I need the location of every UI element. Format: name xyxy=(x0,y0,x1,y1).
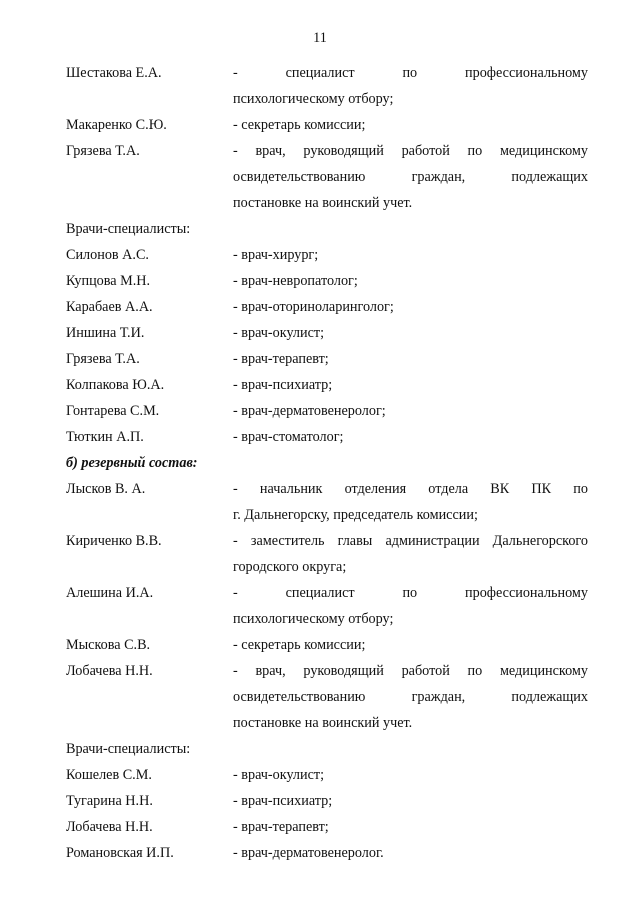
reserve-member-row xyxy=(66,528,588,580)
specialist-name: Карабаев А.А. xyxy=(66,299,153,315)
specialist-role: - врач-хирург; xyxy=(233,247,319,263)
role-line: городского округа; xyxy=(233,559,347,575)
specialist-role: - врач-стоматолог; xyxy=(233,429,344,445)
specialist-row xyxy=(66,398,588,424)
specialist-name: Гонтарева С.М. xyxy=(66,403,160,419)
specialist-role: - врач-терапевт; xyxy=(233,351,329,367)
reserve-member-row xyxy=(66,632,588,658)
specialist-role: - врач-психиатр; xyxy=(233,793,333,809)
reserve-member-row xyxy=(66,658,588,736)
specialist-row xyxy=(66,346,588,372)
specialist-name: Грязева Т.А. xyxy=(66,351,140,367)
role-line: - специалист по профессиональному xyxy=(233,65,588,81)
member-name: Шестакова Е.А. xyxy=(66,65,162,81)
specialists-heading: Врачи-специалисты: xyxy=(66,221,191,237)
reserve-heading: б) резервный состав: xyxy=(66,455,198,471)
role-line: г. Дальнегорску, председатель комиссии; xyxy=(233,507,478,523)
specialist-name: Силонов А.С. xyxy=(66,247,149,263)
specialist-role: - врач-дерматовенеролог; xyxy=(233,403,386,419)
role-line: - врач, руководящий работой по медицинскому xyxy=(233,143,588,159)
member-row xyxy=(66,112,588,138)
specialist-name: Лобачева Н.Н. xyxy=(66,819,153,835)
specialist-row xyxy=(66,294,588,320)
reserve-specialist-row xyxy=(66,814,588,840)
specialist-row xyxy=(66,320,588,346)
specialist-name: Колпакова Ю.А. xyxy=(66,377,165,393)
specialist-name: Тугарина Н.Н. xyxy=(66,793,153,809)
specialist-row xyxy=(66,242,588,268)
document-body xyxy=(66,60,588,866)
reserve-member-row xyxy=(66,476,588,528)
specialist-name: Тюткин А.П. xyxy=(66,429,144,445)
member-name: Мыскова С.В. xyxy=(66,637,151,653)
role-line: психологическому отбору; xyxy=(233,91,394,107)
reserve-member-row xyxy=(66,580,588,632)
member-role xyxy=(233,632,588,658)
role-line: освидетельствованию граждан, подлежащих xyxy=(233,169,588,185)
role-line: психологическому отбору; xyxy=(233,611,394,627)
specialist-name: Романовская И.П. xyxy=(66,845,174,861)
reserve-specialists-heading: Врачи-специалисты: xyxy=(66,741,191,757)
member-name: Лобачева Н.Н. xyxy=(66,663,153,679)
member-name: Алешина И.А. xyxy=(66,585,154,601)
role-line: - врач, руководящий работой по медицинскому xyxy=(233,663,588,679)
role-line: постановке на воинский учет. xyxy=(233,195,413,211)
member-name: Лысков В. А. xyxy=(66,481,146,497)
role-line: постановке на воинский учет. xyxy=(233,715,413,731)
specialist-role: - врач-оториноларинголог; xyxy=(233,299,394,315)
role-line: - секретарь комиссии; xyxy=(233,637,366,653)
specialist-name: Иншина Т.И. xyxy=(66,325,145,341)
member-role xyxy=(233,138,588,216)
specialist-role: - врач-психиатр; xyxy=(233,377,333,393)
member-role xyxy=(233,528,588,580)
specialist-name: Кошелев С.М. xyxy=(66,767,152,783)
member-role xyxy=(233,60,588,112)
specialist-row xyxy=(66,268,588,294)
specialist-row xyxy=(66,424,588,450)
member-name: Кириченко В.В. xyxy=(66,533,162,549)
role-line: - заместитель главы администрации Дальнегорского xyxy=(233,533,588,549)
member-role xyxy=(233,476,588,528)
member-name: Макаренко С.Ю. xyxy=(66,117,167,133)
reserve-specialist-row xyxy=(66,788,588,814)
reserve-specialist-row xyxy=(66,762,588,788)
specialist-role: - врач-невропатолог; xyxy=(233,273,358,289)
member-row xyxy=(66,60,588,112)
specialist-role: - врач-дерматовенеролог. xyxy=(233,845,384,861)
specialist-name: Купцова М.Н. xyxy=(66,273,151,289)
member-role xyxy=(233,112,588,138)
member-role xyxy=(233,580,588,632)
role-line: - специалист по профессиональному xyxy=(233,585,588,601)
member-row xyxy=(66,138,588,216)
reserve-specialist-row xyxy=(66,840,588,866)
page-number: 11 xyxy=(313,30,327,46)
specialist-role: - врач-окулист; xyxy=(233,767,325,783)
specialist-role: - врач-окулист; xyxy=(233,325,325,341)
specialist-role: - врач-терапевт; xyxy=(233,819,329,835)
specialist-row xyxy=(66,372,588,398)
role-line: освидетельствованию граждан, подлежащих xyxy=(233,689,588,705)
role-line: - начальник отделения отдела ВК ПК по xyxy=(233,481,588,497)
member-role xyxy=(233,658,588,736)
member-name: Грязева Т.А. xyxy=(66,143,140,159)
role-line: - секретарь комиссии; xyxy=(233,117,366,133)
